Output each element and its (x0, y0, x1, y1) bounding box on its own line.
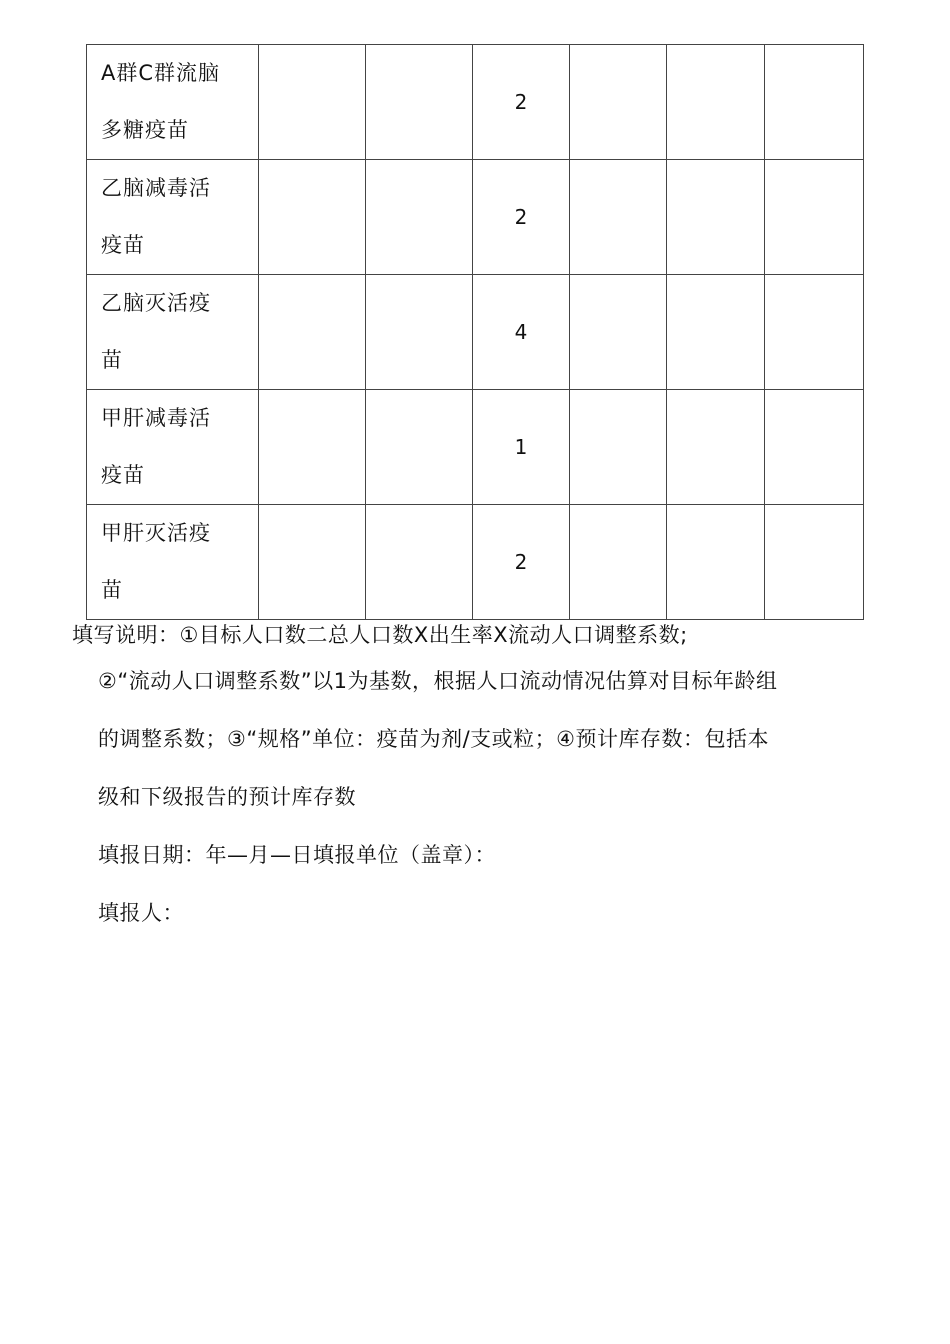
empty-cell (570, 160, 667, 275)
reporter-line: 填报人： (98, 901, 184, 925)
empty-cell (570, 275, 667, 390)
empty-cell (366, 160, 473, 275)
vaccine-name-line1: 甲肝灭活疫 (101, 521, 211, 545)
empty-cell (570, 390, 667, 505)
vaccine-name-cell (87, 390, 259, 505)
vaccine-name-line2: 疫苗 (101, 233, 145, 257)
table-row (87, 390, 864, 505)
empty-cell (765, 275, 864, 390)
filling-instructions (72, 618, 892, 942)
vaccine-name-cell (87, 275, 259, 390)
value-cell: 2 (473, 45, 570, 160)
table-row (87, 505, 864, 620)
vaccine-plan-table (86, 44, 864, 620)
value-cell: 4 (473, 275, 570, 390)
table-row (87, 45, 864, 160)
instructions-line: 级和下级报告的预计库存数 (98, 785, 356, 809)
empty-cell (259, 390, 366, 505)
vaccine-name-line1: 乙脑减毒活 (101, 176, 211, 200)
empty-cell (570, 45, 667, 160)
empty-cell (765, 45, 864, 160)
empty-cell (366, 275, 473, 390)
instructions-line: ②“流动人口调整系数”以1为基数，根据人口流动情况估算对目标年龄组 (98, 669, 778, 693)
value-cell: 2 (473, 160, 570, 275)
value-cell: 2 (473, 505, 570, 620)
vaccine-name-cell (87, 45, 259, 160)
vaccine-name-line1: 甲肝减毒活 (101, 406, 211, 430)
vaccine-name-line2: 多糖疫苗 (101, 118, 189, 142)
vaccine-name-line2: 疫苗 (101, 463, 145, 487)
empty-cell (259, 160, 366, 275)
table-row (87, 275, 864, 390)
instructions-line: 的调整系数；③“规格”单位：疫苗为剂/支或粒；④预计库存数：包括本 (98, 727, 769, 751)
empty-cell (259, 505, 366, 620)
table-row (87, 160, 864, 275)
vaccine-name-cell (87, 505, 259, 620)
instructions-line: 填写说明：①目标人口数二总人口数X出生率X流动人口调整系数; (72, 623, 688, 647)
empty-cell (667, 275, 765, 390)
empty-cell (667, 390, 765, 505)
empty-cell (570, 505, 667, 620)
empty-cell (667, 505, 765, 620)
empty-cell (667, 45, 765, 160)
empty-cell (765, 160, 864, 275)
vaccine-name-line1: A群C群流脑 (101, 61, 221, 85)
value-cell: 1 (473, 390, 570, 505)
empty-cell (765, 390, 864, 505)
vaccine-name-line2: 苗 (101, 578, 123, 602)
empty-cell (259, 45, 366, 160)
empty-cell (366, 505, 473, 620)
report-date-unit-line: 填报日期：年—月—日填报单位（盖章）： (98, 843, 496, 867)
vaccine-name-cell (87, 160, 259, 275)
empty-cell (366, 45, 473, 160)
empty-cell (259, 275, 366, 390)
vaccine-name-line1: 乙脑灭活疫 (101, 291, 211, 315)
empty-cell (667, 160, 765, 275)
vaccine-name-line2: 苗 (101, 348, 123, 372)
empty-cell (765, 505, 864, 620)
empty-cell (366, 390, 473, 505)
